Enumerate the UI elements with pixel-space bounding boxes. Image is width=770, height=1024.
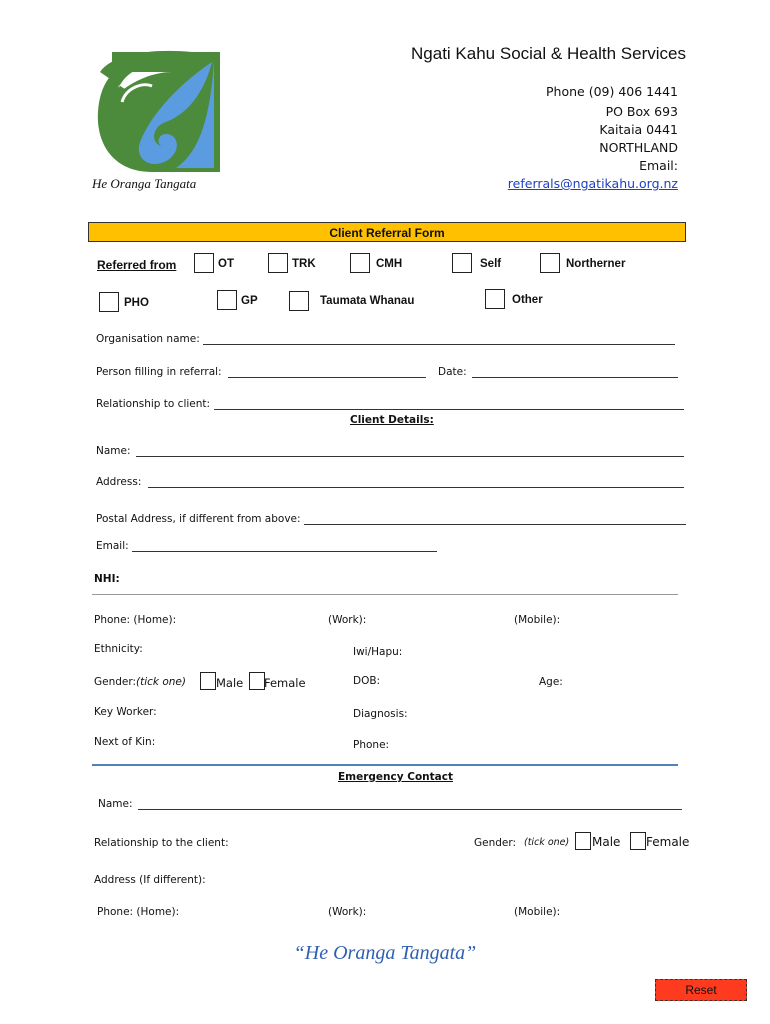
client-email-label: Email:: [96, 540, 129, 552]
checkbox-self[interactable]: [452, 253, 472, 273]
contact-email-label: Email:: [639, 158, 678, 173]
emergency-name-field[interactable]: [138, 809, 682, 810]
client-gender-label: Gender:: [94, 676, 137, 688]
person-filling-field[interactable]: [228, 377, 426, 378]
client-address-label: Address:: [96, 476, 142, 488]
client-name-field[interactable]: [136, 456, 684, 457]
nhi-divider: [92, 594, 678, 595]
option-northerner-label: Northerner: [566, 258, 626, 270]
diagnosis-label: Diagnosis:: [353, 708, 408, 720]
option-pho-label: PHO: [124, 297, 149, 309]
emergency-phone-mobile-label: (Mobile):: [514, 906, 561, 918]
reset-button[interactable]: Reset: [655, 979, 747, 1001]
postal-address-label: Postal Address, if different from above:: [96, 513, 301, 525]
emergency-gender-female-label: Female: [646, 835, 690, 849]
client-phone-home-label: Phone: (Home):: [94, 614, 177, 626]
client-name-label: Name:: [96, 445, 131, 457]
emergency-divider: [92, 764, 678, 766]
emergency-gender-label: Gender:: [474, 837, 517, 849]
client-gender-male-checkbox[interactable]: [200, 672, 216, 690]
checkbox-pho[interactable]: [99, 292, 119, 312]
contact-email-link[interactable]: referrals@ngatikahu.org.nz: [507, 176, 678, 191]
option-cmh-label: CMH: [376, 258, 403, 270]
client-phone-mobile-label: (Mobile):: [514, 614, 561, 626]
checkbox-gp[interactable]: [217, 290, 237, 310]
dob-label: DOB:: [353, 675, 381, 687]
emergency-phone-work-label: (Work):: [328, 906, 367, 918]
age-label: Age:: [539, 676, 563, 688]
contact-phone: Phone (09) 406 1441: [546, 84, 678, 99]
emergency-contact-heading: Emergency Contact: [338, 771, 453, 783]
emergency-gender-tick-one: (tick one): [524, 837, 570, 848]
option-other-label: Other: [512, 294, 543, 306]
client-gender-female-checkbox[interactable]: [249, 672, 265, 690]
option-self-label: Self: [480, 258, 502, 270]
nhi-label: NHI:: [94, 573, 120, 585]
iwi-hapu-label: Iwi/Hapu:: [353, 646, 403, 658]
logo-caption: He Oranga Tangata: [92, 176, 197, 191]
client-gender-tick-one: (tick one): [136, 676, 186, 688]
checkbox-northerner[interactable]: [540, 253, 560, 273]
client-email-field[interactable]: [132, 551, 437, 552]
option-taumata-whanau-label: Taumata Whanau: [320, 295, 415, 307]
option-gp-label: GP: [241, 295, 258, 307]
contact-city: Kaitaia 0441: [599, 122, 678, 137]
client-address-field[interactable]: [148, 487, 684, 488]
emergency-address-label: Address (If different):: [94, 874, 206, 886]
postal-address-field[interactable]: [304, 524, 686, 525]
option-trk-label: TRK: [292, 258, 316, 270]
emergency-gender-male-label: Male: [592, 835, 621, 849]
client-phone-work-label: (Work):: [328, 614, 367, 626]
relationship-to-client-label: Relationship to client:: [96, 398, 211, 410]
organisation-logo: [92, 42, 224, 174]
date-label: Date:: [438, 366, 467, 378]
organisation-name: Ngati Kahu Social & Health Services: [411, 44, 686, 63]
next-of-kin-phone-label: Phone:: [353, 739, 390, 751]
footer-motto: “He Oranga Tangata”: [293, 942, 477, 964]
emergency-name-label: Name:: [98, 798, 133, 810]
client-gender-female-label: Female: [264, 676, 306, 690]
relationship-to-client-field[interactable]: [214, 409, 684, 410]
person-filling-label: Person filling in referral:: [96, 366, 222, 378]
client-details-heading: Client Details:: [350, 414, 434, 426]
emergency-phone-home-label: Phone: (Home):: [97, 906, 180, 918]
checkbox-cmh[interactable]: [350, 253, 370, 273]
next-of-kin-label: Next of Kin:: [94, 736, 156, 748]
form-title: Client Referral Form: [329, 226, 445, 240]
date-field[interactable]: [472, 377, 678, 378]
ethnicity-label: Ethnicity:: [94, 643, 143, 655]
referred-from-label: Referred from: [97, 258, 177, 272]
checkbox-ot[interactable]: [194, 253, 214, 273]
organisation-name-field[interactable]: [203, 344, 675, 345]
checkbox-taumata-whanau[interactable]: [289, 291, 309, 311]
emergency-gender-female-checkbox[interactable]: [630, 832, 646, 850]
emergency-gender-male-checkbox[interactable]: [575, 832, 591, 850]
organisation-name-label: Organisation name:: [96, 333, 200, 345]
client-gender-male-label: Male: [216, 676, 244, 690]
checkbox-other[interactable]: [485, 289, 505, 309]
contact-po-box: PO Box 693: [605, 104, 678, 119]
option-ot-label: OT: [218, 258, 234, 270]
checkbox-trk[interactable]: [268, 253, 288, 273]
contact-region: NORTHLAND: [599, 140, 678, 155]
key-worker-label: Key Worker:: [94, 706, 157, 718]
emergency-relationship-label: Relationship to the client:: [94, 837, 229, 849]
